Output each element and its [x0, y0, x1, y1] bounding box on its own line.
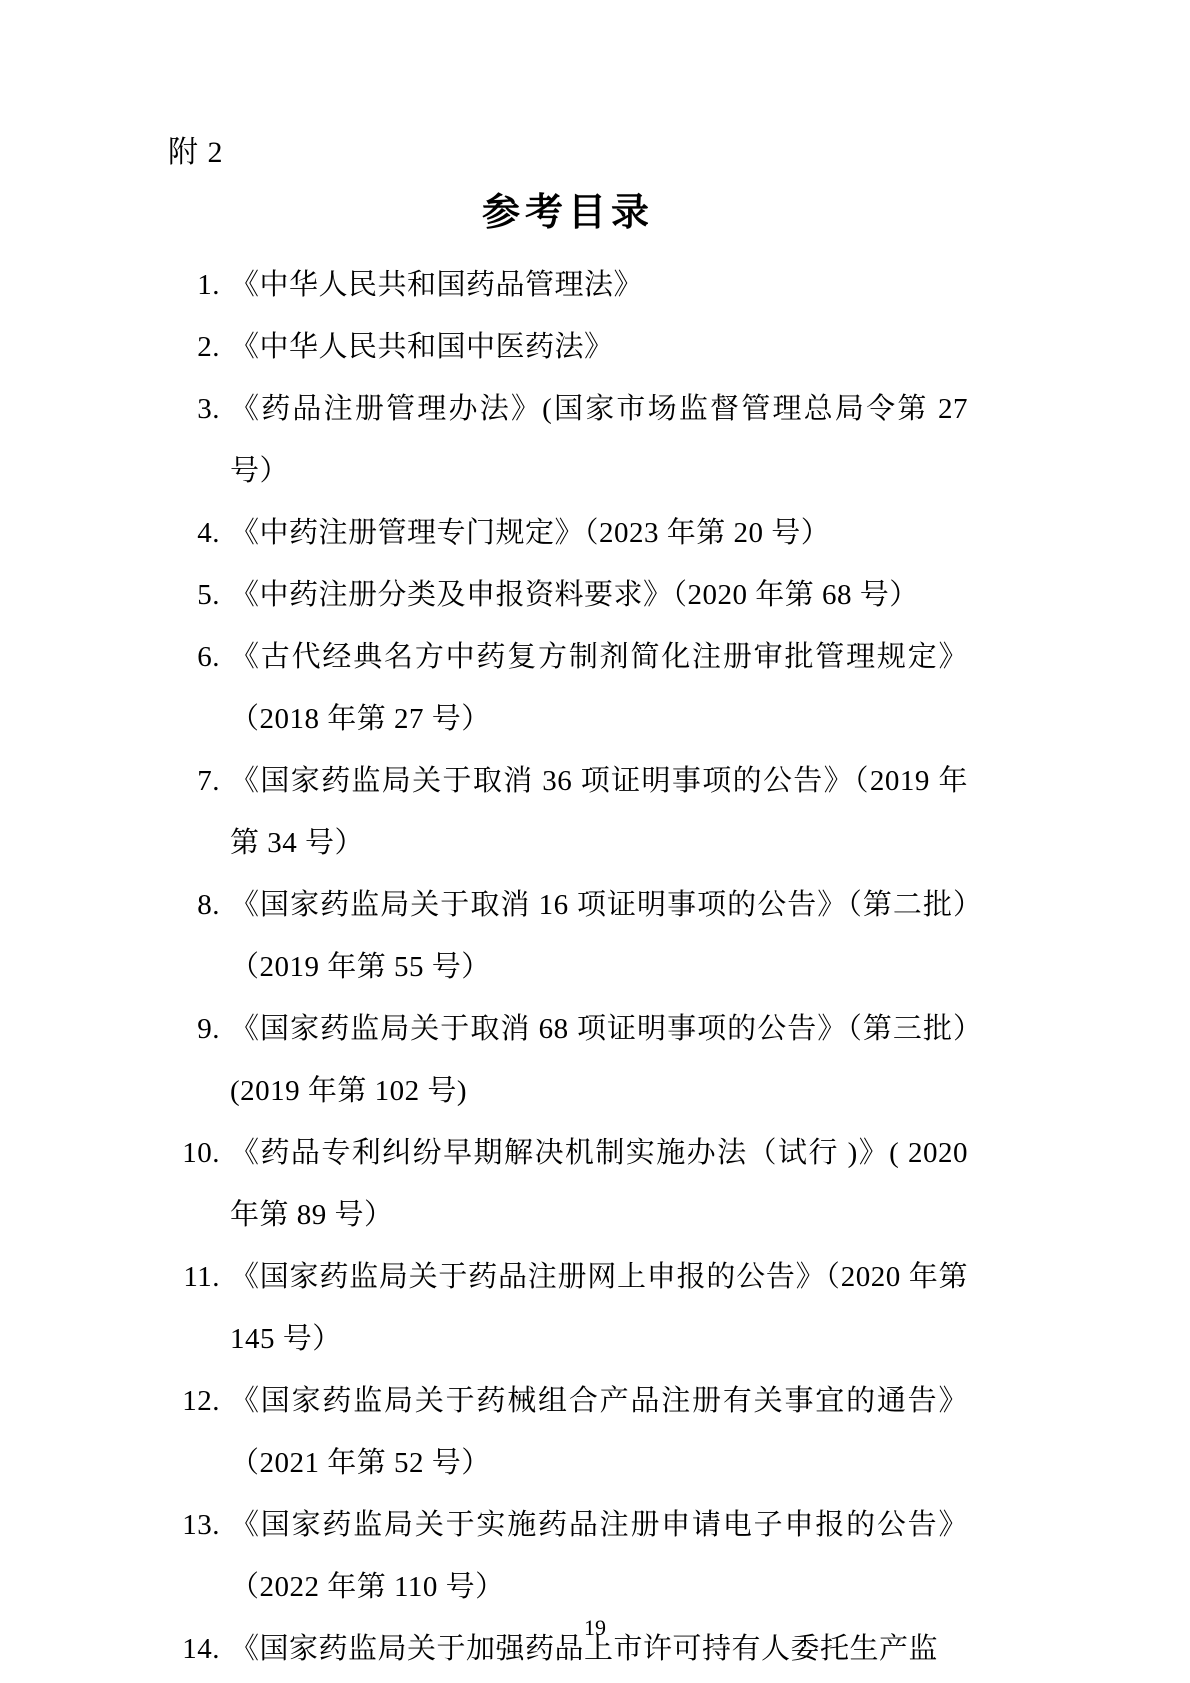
list-item [168, 502, 968, 564]
list-item-text: 《国家药监局关于取消 68 项证明事项的公告》（第三批）(2019 年第 102 号) [230, 1013, 968, 1107]
list-item-text: 《中药注册管理专门规定》（2023 年第 20 号） [230, 517, 831, 549]
list-item-number: 2. [197, 331, 220, 363]
list-item [168, 750, 968, 874]
list-item-number: 8. [197, 889, 220, 921]
page-number: 19 [584, 1615, 606, 1640]
list-item [168, 1370, 968, 1494]
list-item-text: 《国家药监局关于取消 16 项证明事项的公告》（第二批）（2019 年第 55 号） [230, 889, 968, 983]
list-item [168, 874, 968, 998]
list-item-number: 12. [182, 1385, 220, 1417]
list-item-text: 《古代经典名方中药复方制剂简化注册审批管理规定》（2018 年第 27 号） [230, 641, 968, 735]
list-item-text: 《国家药监局关于药械组合产品注册有关事宜的通告》（2021 年第 52 号） [230, 1385, 968, 1479]
reference-list [168, 254, 968, 1680]
list-item-number: 7. [197, 765, 220, 797]
list-item [168, 254, 968, 316]
list-item-text: 《国家药监局关于加强药品上市许可持有人委托生产监 [230, 1633, 939, 1665]
list-item-number: 4. [197, 517, 220, 549]
list-item-text: 《药品专利纠纷早期解决机制实施办法（试行 )》( 2020 年第 89 号） [230, 1137, 968, 1231]
list-item-text: 《国家药监局关于取消 36 项证明事项的公告》（2019 年第 34 号） [230, 765, 968, 859]
list-item-text: 《中药注册分类及申报资料要求》（2020 年第 68 号） [230, 579, 919, 611]
list-item-text: 《药品注册管理办法》(国家市场监督管理总局令第 27 号） [230, 393, 968, 487]
list-item-number: 3. [197, 393, 220, 425]
attachment-label: 附 2 [168, 136, 224, 169]
list-item [168, 1246, 968, 1370]
list-item [168, 998, 968, 1122]
list-item [168, 564, 968, 626]
list-item-number: 14. [182, 1633, 220, 1665]
list-item [168, 1122, 968, 1246]
list-item [168, 1494, 968, 1618]
page-title: 参考目录 [481, 192, 654, 234]
page-content [168, 130, 968, 1680]
list-item [168, 316, 968, 378]
list-item-text: 《中华人民共和国中医药法》 [230, 331, 614, 363]
list-item-number: 10. [182, 1137, 220, 1169]
list-item [168, 378, 968, 502]
list-item-number: 1. [197, 269, 220, 301]
list-item-text: 《国家药监局关于药品注册网上申报的公告》（2020 年第 145 号） [230, 1261, 968, 1355]
list-item-number: 11. [183, 1261, 220, 1293]
list-item-number: 5. [197, 579, 220, 611]
list-item-text: 《国家药监局关于实施药品注册申请电子申报的公告》（2022 年第 110 号） [230, 1509, 968, 1603]
list-item-number: 6. [197, 641, 220, 673]
list-item [168, 626, 968, 750]
list-item-number: 9. [197, 1013, 220, 1045]
list-item-number: 13. [182, 1509, 220, 1541]
list-item-text: 《中华人民共和国药品管理法》 [230, 269, 644, 301]
